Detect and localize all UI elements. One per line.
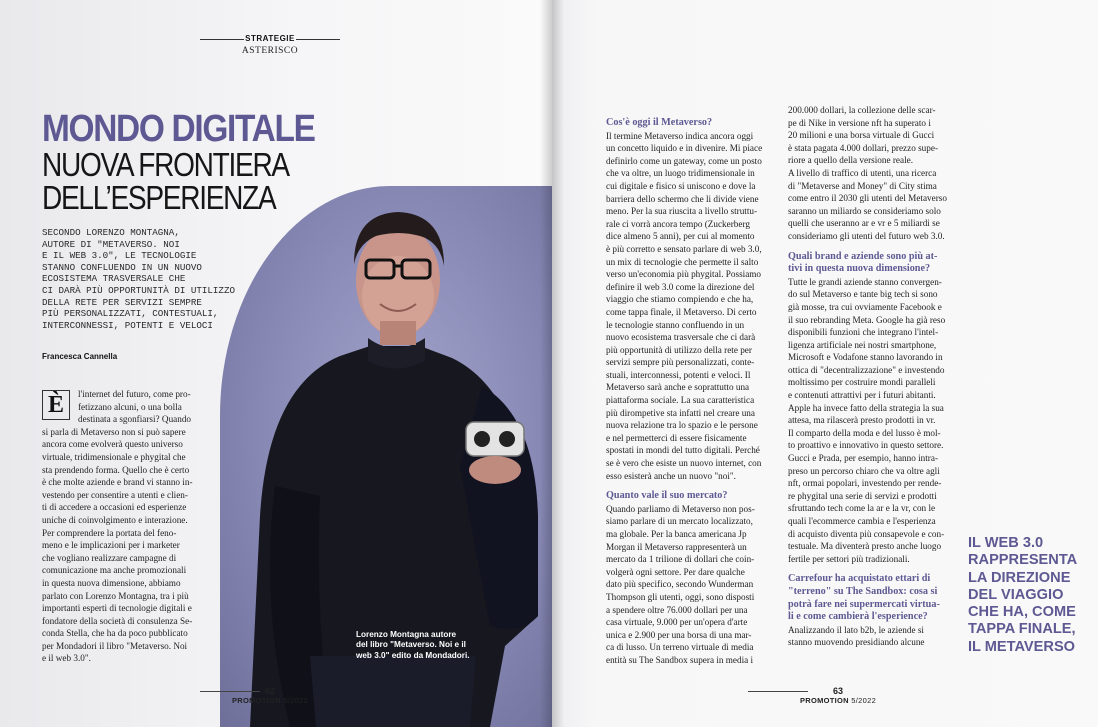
column-2: 200.000 dollari, la collezione delle scar- pe di Nike in versione nft ha superato i 20 milioni e una borsa virtuale di Gucci è stata pagata 4.000 dollari, prezzo supe- riore a quello della versione reale. A livello di traffico di utenti, una ricerca di "Metaverse and Money" di City stima come entro il 2030 gli utenti del Metaverso saranno un miliardo se consideriamo solo quelli che useranno ar e vr e 5 miliardi se consideriamo gli utenti del futuro web 3.0. Quali brand e aziende sono più at- tivi in questa nuova dimensione? Tutte le grandi aziende stanno convergen- do sul Metaverso e tante big tech si sono già mosse, tra cui ovviamente Facebook e il suo rebranding Meta. Google ha già reso disponibili funzioni che integrano l'intel- ligenza artificiale nei nostri smartphone, Microsoft e Vodafone stanno lavorando in ottica di "decentralizzazione" e investendo moltissimo per costruire mondi paralleli e contenuti attrattivi per i futuri abitanti. Apple ha invece fatto della strategia la sua attesa, ma rilascerà presto prodotti in vr. Il comparto della moda e del lusso è mol- to proattivo e innovativo in questo settore. Gucci e Prada, per esempio, hanno intra- preso un percorso chiaro che va oltre agli nft, ormai popolari, investendo per rende- re phygital una serie di servizi e prodotti sfruttando tech come la ar e la vr, con le quali l'ecommerce cambia e l'esperienza di acquisto diventa più consapevole e con- testuale. Ma diventerà presto anche luogo fertile per settori più tradizionali. Carrefour ha acquistato ettari di "terreno" su The Sandbox: cosa si potrà fare nei supermercati virtua- li e come cambierà l'esperience? Analizzando il lato b2b, le aziende si stanno muovendo presidiando alcune (788, 104, 956, 649)
question-heading: "terreno" su The Sandbox: cosa si (788, 585, 938, 597)
question-heading: Quanto vale il suo mercato? (606, 490, 728, 502)
page-number-right: 63 PROMOTION 5/2022 (778, 686, 898, 705)
folio-rule (748, 691, 808, 692)
title-line-1: MONDO DIGITALE (42, 108, 315, 150)
header-rule (296, 39, 340, 40)
subsection-label: ASTERISCO (241, 46, 299, 56)
author-byline: Francesca Cannella (42, 352, 118, 361)
question-heading: Quali brand e aziende sono più at- (788, 250, 938, 262)
question-heading: Carrefour ha acquistato ettari di (788, 573, 931, 585)
question-heading: tivi in questa nuova dimensione? (788, 263, 931, 275)
page-number-left: 62 PROMOTION 5/2022 (220, 686, 320, 705)
question-heading: Cos'è oggi il Metaverso? (606, 117, 713, 128)
pull-quote: IL WEB 3.0 RAPPRESENTA LA DIREZIONE DEL VIAGGIO CHE HA, COME TAPPA FINALE, IL METAVERSO (968, 535, 1078, 655)
title-line-3: DELL’ESPERIENZA (42, 179, 276, 216)
header-rule (200, 39, 244, 40)
question-heading: li e come cambierà l'esperience? (788, 611, 928, 623)
column-1: Cos'è oggi il Metaverso? Il termine Metaverso indica ancora oggi un concetto liquido e in divenire. Mi piace definirlo come un gateway, come un posto che va oltre, un luogo tridimensionale in cui digitale e fisico si uniscono e dove la barriera dello schermo che li divide viene meno. Per la sua riuscita a livello struttu- rale ci vorrà ancora tempo (Zuckerberg dice almeno 5 anni), per cui al momento è più corretto e sensato parlare di web 3.0, un mix di tecnologie che permette il salto verso un'economia più phygital. Possiamo definire il web 3.0 come la direzione del viaggio che stiamo compiendo e che ha, come tappa finale, il Metaverso. Di certo le tecnologie stanno confluendo in un nuovo ecosistema trasversale che ci darà più opportunità di utilizzo della rete per servizi sempre più personalizzati, conte- stuali, interconnessi, potenti e veloci. Il Metaverso sarà anche e soprattutto una piattaforma sociale. La sua caratteristica più dirompetive sta infatti nel creare una nuova relazione tra lo spazio e le persone e nel permetterci di essere fisicamente spostati in mondi del tutto digitali. Perché se è vero che esiste un nuovo internet, con esso esisterà anche un nuovo "noi". Quanto vale il suo mercato? Quando parliamo di Metaverso non pos- siamo parlare di un mercato localizzato, ma globale. Per la banca americana Jp Morgan il Metaverso rappresenterà un mercato da 1 trilione di dollari che coin- volgerà ogni settore. Per dare qualche dato più specifico, secondo Wunderman Thompson gli utenti, oggi, sono disposti a spendere oltre 76.000 dollari per una casa virtuale, 9.000 per un'opera d'arte unica e 2.900 per una borsa di una mar- ca di lusso. Un terreno virtuale di media entità su The Sandbox supera in media i (606, 117, 774, 667)
section-header (200, 34, 340, 56)
section-label: STRATEGIE (245, 34, 295, 43)
lead-paragraph: SECONDO LORENZO MONTAGNA, AUTORE DI "METAVERSO. NOI E IL WEB 3.0", LE TECNOLOGIE STANNO CONFLUENDO IN UN NUOVO ECOSISTEMA TRASVERSALE CHE CI DARÀ PIÙ OPPORTUNITÀ DI UTILIZZO DELLA RETE PER SERVIZI SEMPRE PIÙ PERSONALIZZATI, CONTESTUALI, INTERCONNESSI, POTENTI E VELOCI (42, 227, 235, 331)
drop-cap: È (42, 390, 70, 420)
folio-rule (200, 691, 260, 692)
title-line-2: NUOVA FRONTIERA (42, 146, 289, 183)
body-text-left: l'internet del futuro, come pro- fetizzano alcuni, o una bolla destinata a sgonfiarsi? Quando si parla di Metaverso non si può sapere ancora come evolverà questo universo virtuale, tridimensionale e phygital che sta prendendo forma. Quello che è certo è che molte aziende e brand vi stanno in- vestendo per consentire a utenti e clien- ti di accedere a occasioni ed esperienze uniche di coinvolgimento e interazione. Per comprendere la portata del feno- meno e le implicazioni per i marketer che vogliano realizzare campagne di comunicazione ma anche promozionali in questa nuova dimensione, abbiamo parlato con Lorenzo Montagna, tra i più importanti esperti di tecnologie digitali e fondatore della società di consulenza Se- conda Stella, che ha da poco pubblicato per Mondadori il libro "Metaverso. Noi e il web 3.0". (42, 389, 193, 664)
question-heading: potrà fare nei supermercati virtua- (788, 598, 940, 610)
photo-caption: Lorenzo Montagna autore del libro "Metaverso. Noi e il web 3.0" edito da Mondadori. (356, 630, 470, 660)
